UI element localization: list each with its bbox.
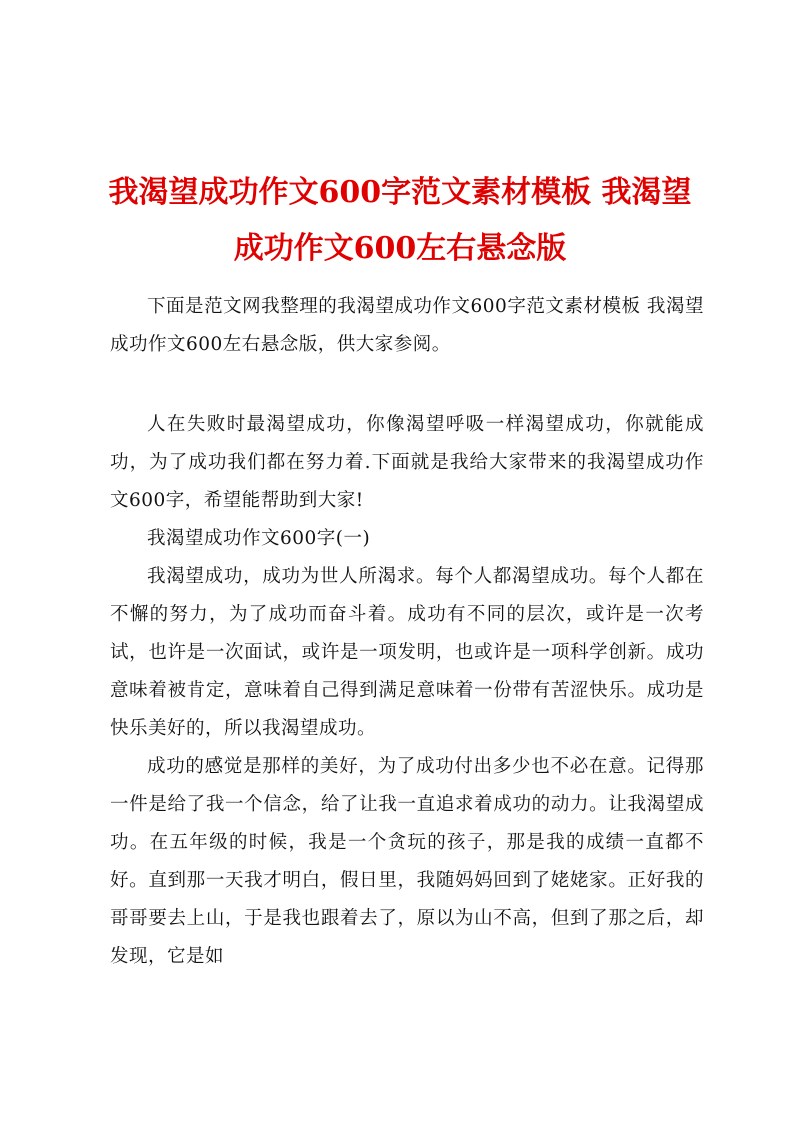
- document-title: 我渴望成功作文600字范文素材模板 我渴望成功作文600左右悬念版: [108, 175, 692, 266]
- body-paragraph: 我渴望成功，成功为世人所渴求。每个人都渴望成功。每个人都在不懈的努力，为了成功而奋斗着。成功有不同的层次，或许是一次考试，也许是一次面试，或许是一项发明，也或许是一项科学创新。成功意味着被肯定，意味着自己得到满足意味着一份带有苦涩快乐。成功是快乐美好的，所以我渴望成功。: [110, 566, 704, 739]
- body-paragraph: 成功的感觉是那样的美好，为了成功付出多少也不必在意。记得那一件是给了我一个信念，给了让我一直追求着成功的动力。让我渴望成功。在五年级的时候，我是一个贪玩的孩子，那是我的成绩一直都不好。直到那一天我才明白，假日里，我随妈妈回到了姥姥家。正好我的哥哥要去上山，于是我也跟着去了，原以为山不高，但到了那之后，却发现，它是如: [110, 756, 704, 967]
- lead-paragraph: 人在失败时最渴望成功，你像渴望呼吸一样渴望成功，你就能成功，为了成功我们都在努力着.下面就是我给大家带来的我渴望成功作文600字，希望能帮助到大家!: [110, 414, 704, 511]
- document-body: [110, 288, 704, 976]
- intro-paragraph: 下面是范文网我整理的我渴望成功作文600字范文素材模板 我渴望成功作文600左右悬念版，供大家参阅。: [110, 296, 704, 355]
- section-heading: 我渴望成功作文600字(一): [147, 528, 371, 549]
